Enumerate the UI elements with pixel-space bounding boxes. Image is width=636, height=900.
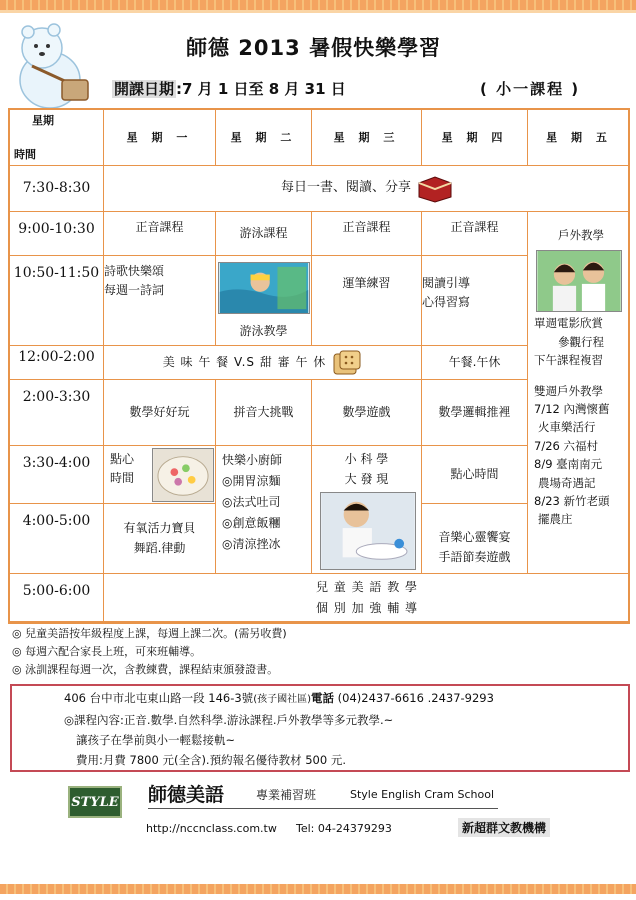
thu-r2: [422, 256, 528, 346]
mon-r2: [104, 256, 216, 346]
snack-line2: 時間: [110, 471, 135, 486]
friday-line: 下午課程複習: [534, 353, 603, 368]
note-line: ◎ 兒童美語按年級程度上課，每週上課二次。(需另收費): [12, 627, 287, 640]
date-value: :7 月 1 日至 8 月 31 日: [176, 80, 346, 98]
thu-r6: [422, 504, 528, 574]
mon-r2-line2: 每週一詩詞: [104, 283, 165, 298]
wed-r4: 數學遊戲: [312, 380, 422, 446]
day-header-fri: 星 期 五: [528, 110, 630, 166]
phone-label: 電話: [311, 691, 334, 705]
brand-label: 新超群文教機構: [458, 818, 550, 837]
content-line: ◎課程內容:正音.數學.自然科學.游泳課程.戶外教學等多元教學.~: [64, 713, 394, 727]
cook-line: ◎法式吐司: [222, 495, 281, 509]
grade-label: ( 小一課程 ): [480, 80, 581, 98]
time-cell: 10:50-11:50: [10, 256, 104, 346]
friday-line: 8/23 新竹老頭: [534, 493, 610, 508]
website-link[interactable]: http://nccnclass.com.tw: [146, 822, 277, 835]
course-dates: [112, 78, 346, 99]
goal-line: 讓孩子在學前與小一輕鬆接軌~: [76, 733, 236, 747]
book-icon: [417, 175, 453, 203]
cook-line: ◎開胃涼麵: [222, 474, 281, 488]
notes: [12, 625, 287, 679]
morning-reading-text: 每日一書、閱讀、分享: [280, 180, 411, 196]
mon-r1: 正音課程: [104, 212, 216, 256]
friday-line: 農場奇遇記: [538, 475, 596, 490]
bear-mascot-icon: [4, 18, 100, 114]
school-name-sub: 專業補習班: [256, 788, 317, 802]
time-cell: 12:00-2:00: [10, 346, 104, 380]
snack-photo: [152, 448, 214, 502]
thu-r6-line2: 手語節奏遊戲: [438, 549, 511, 564]
day-header-mon: 星 期 一: [104, 110, 216, 166]
friday-line: 7/26 六福村: [534, 438, 598, 453]
top-decor-bar: [0, 0, 636, 10]
mon-r2-line1: 詩歌快樂頌: [104, 264, 165, 278]
english-line2: 個 別 加 強 輔 導: [315, 600, 419, 615]
cook-line: ◎清涼挫冰: [222, 537, 281, 551]
page-title: 師德 2013 暑假快樂學習: [186, 36, 442, 60]
time-cell: 2:00-3:30: [10, 380, 104, 446]
thu-r6-line1: 音樂心靈饗宴: [438, 530, 511, 545]
day-header-thu: 星 期 四: [422, 110, 528, 166]
friday-line: 8/9 臺南南元: [534, 457, 603, 472]
friday-line: 雙週戶外教學: [534, 383, 603, 398]
note-line: ◎ 泳訓課程每週一次，含教練費，課程結束頒發證書。: [12, 663, 279, 676]
mon-r6-line1: 有氧活力寶貝: [123, 521, 196, 536]
divider: [148, 808, 498, 809]
fee-line: 費用:月費 7800 元(全含).預約報名優待教材 500 元.: [76, 753, 346, 767]
english-line1: 兒 童 美 語 教 學: [315, 580, 419, 595]
time-cell: 4:00-5:00: [10, 504, 104, 574]
swimming-photo: [218, 262, 310, 314]
thu-r4: 數學邏輯推裡: [422, 380, 528, 446]
friday-line: 參觀行程: [558, 334, 604, 349]
corner-bottom: 時間: [14, 148, 36, 161]
day-header-tue: 星 期 二: [216, 110, 312, 166]
science-photo: [320, 492, 416, 570]
friday-top: 戶外教學: [558, 228, 604, 242]
mon-r6: [104, 504, 216, 574]
bottom-decor-bar: [0, 884, 636, 894]
corner-cell: [10, 110, 104, 166]
science-line2: 大 發 現: [344, 471, 389, 486]
english-cell: [104, 574, 630, 622]
note-line: ◎ 每週六配合家長上班，可來班輔導。: [12, 645, 202, 658]
wed-r2: 運筆練習: [312, 256, 422, 346]
address-note: (孩子國社區): [253, 694, 311, 705]
friday-line: 7/12 內灣懷舊: [534, 401, 610, 416]
mon-r6-line2: 舞蹈.律動: [133, 540, 186, 555]
thu-r2-line2: 心得習寫: [422, 295, 471, 310]
schedule-table: [8, 108, 630, 624]
cook-line: 快樂小廚師: [222, 453, 283, 467]
lunch-cell: [104, 346, 422, 380]
tue-r4: 拼音大挑戰: [216, 380, 312, 446]
school-name-en: Style English Cram School: [350, 788, 495, 801]
cooking-cell: [216, 446, 312, 574]
science-line1: 小 科 學: [344, 452, 389, 466]
time-cell: 5:00-6:00: [10, 574, 104, 622]
cook-line: ◎創意飯糰: [222, 516, 281, 530]
day-header-wed: 星 期 三: [312, 110, 422, 166]
thu-r2-line1: 閱讀引導: [422, 276, 471, 290]
time-cell: 7:30-8:30: [10, 166, 104, 212]
morning-reading-cell: [104, 166, 630, 212]
friday-line: 擺農庄: [538, 512, 573, 527]
address: 406 台中市北屯東山路一段 146-3號: [64, 691, 254, 705]
school-name-cn: 師德美語: [148, 784, 225, 806]
top-decor-line: [0, 10, 636, 13]
outdoor-photo: [536, 250, 622, 312]
tue-r1: 游泳課程: [216, 212, 312, 256]
time-cell: 3:30-4:00: [10, 446, 104, 504]
date-label: 開課日期: [114, 80, 175, 98]
corner-top: 星期: [32, 114, 54, 127]
mon-r4: 數學好好玩: [104, 380, 216, 446]
info-box: [10, 684, 630, 772]
friday-line: 單週電影欣賞: [534, 316, 603, 331]
school-logo: STYLE: [68, 786, 122, 818]
wed-r1: 正音課程: [312, 212, 422, 256]
time-cell: 9:00-10:30: [10, 212, 104, 256]
telephone: Tel: 04-24379293: [296, 822, 392, 835]
address-line: [64, 690, 494, 706]
tue-r2-text: 游泳教學: [239, 323, 288, 338]
friday-line: 火車樂活行: [538, 420, 596, 435]
thu-snack: 點心時間: [422, 446, 528, 504]
phone: (04)2437-6616 .2437-9293: [337, 691, 494, 705]
lunch-text: 美 味 午 餐 V.S 甜 審 午 休: [162, 354, 327, 369]
cracker-icon: [332, 350, 362, 376]
lunch-thu-cell: 午餐.午休: [422, 346, 528, 380]
snack-line1: 點心: [110, 452, 135, 466]
thu-r1: 正音課程: [422, 212, 528, 256]
